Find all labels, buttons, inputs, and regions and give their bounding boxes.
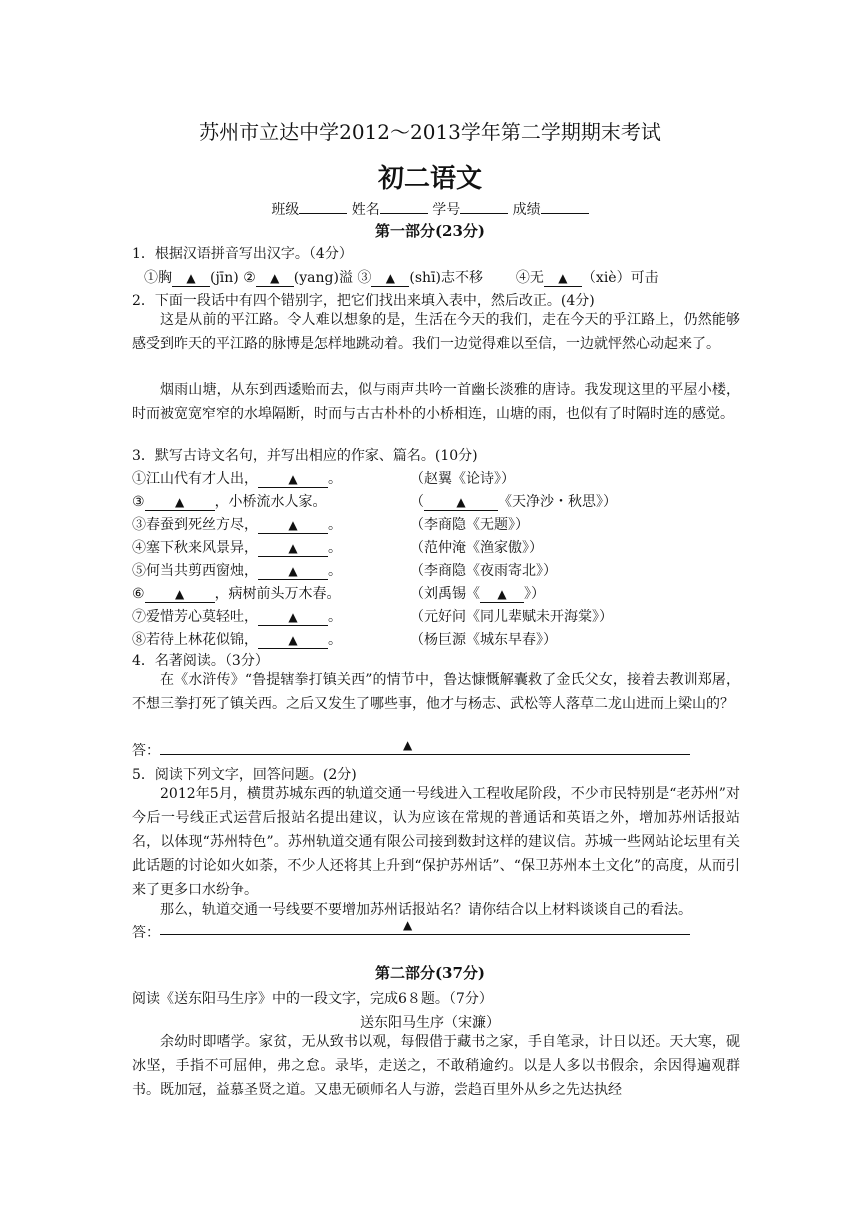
q3-source	[410, 517, 529, 533]
q3-blank[interactable]	[258, 540, 328, 557]
text-title: 送东阳马生序（宋濂）	[360, 1015, 500, 1031]
triangle-marker-icon: ▲	[403, 918, 413, 932]
q3-blank[interactable]	[258, 471, 328, 488]
triangle-marker-icon: ▲	[288, 610, 298, 624]
q3-source-post: 》）	[524, 586, 545, 602]
q3-source	[410, 586, 545, 602]
q1-item2-pre: ②	[243, 270, 256, 286]
q5-paragraph2: 那么，轨道交通一号线要不要增加苏州话报站名？请你结合以上材料谈谈自己的看法。	[160, 902, 692, 918]
q3-left-text	[132, 537, 410, 557]
q3-left-post: 。	[328, 471, 342, 487]
q3-source	[410, 563, 557, 579]
text-paragraph: 余幼时即嗜学。家贫，无从致书以观，每假借于藏书之家，手自笔录，计日以还。天大寒，砚冰坚，手指不可屈伸，弗之怠。录毕，走送之，不敢稍逾约。以是人多以书假余，余因得遍观群书。既加冠，益慕圣贤之道。又患无硕师名人与游，尝趋百里外从乡之先达执经	[132, 1034, 740, 1098]
q1-item1-post: (jīn)	[210, 270, 239, 286]
subject-title: 初二语文	[377, 164, 482, 194]
q3-source-text: （赵翼《论诗》）	[410, 471, 515, 487]
q3-blank[interactable]	[145, 494, 215, 511]
name-label: 姓名	[351, 202, 380, 218]
q1-blank1[interactable]	[172, 270, 210, 287]
q3-row	[132, 491, 617, 511]
q3-left-text	[132, 560, 410, 580]
q3-source	[410, 609, 613, 625]
q3-left-pre: ①江山代有才人出，	[132, 471, 258, 487]
q3-left-text	[132, 583, 410, 603]
triangle-marker-icon: ▲	[174, 495, 185, 509]
q3-blank[interactable]	[258, 563, 328, 580]
student-info-row	[0, 199, 860, 219]
q3-row	[132, 629, 557, 649]
class-label: 班级	[271, 202, 300, 218]
q3-blank[interactable]	[258, 609, 328, 626]
triangle-marker-icon: ▲	[288, 564, 298, 578]
student-id-label: 学号	[432, 202, 461, 218]
q3-left-text	[132, 606, 410, 626]
q3-left-pre: ③春蚕到死丝方尽，	[132, 517, 258, 533]
score-field[interactable]	[541, 199, 589, 214]
q3-source	[410, 494, 617, 510]
class-field[interactable]	[299, 199, 347, 214]
score-label: 成绩	[512, 202, 541, 218]
q3-source-text: （范仲淹《渔家傲》）	[410, 540, 543, 556]
q3-source	[410, 540, 543, 556]
q3-left-pre: ⑥	[132, 586, 145, 602]
triangle-marker-icon: ▲	[186, 271, 196, 285]
triangle-marker-icon: ▲	[558, 271, 568, 285]
q3-row	[132, 560, 557, 580]
q1-blank3[interactable]	[371, 270, 409, 287]
part2-heading: 第二部分(37分)	[374, 964, 486, 982]
q3-left-text	[132, 629, 410, 649]
q1-items	[144, 267, 659, 287]
q1-blank2[interactable]	[256, 270, 294, 287]
triangle-marker-icon: ▲	[288, 518, 298, 532]
q1-item1-pre: ①胸	[144, 270, 172, 286]
triangle-marker-icon: ▲	[288, 472, 298, 486]
q2-paragraph2: 烟雨山塘，从东到西逶贻而去，似与雨声共吟一首幽长淡雅的唐诗。我发现这里的平屋小楼，时而被宽宽窄窄的水埠隔断，时而与古古朴朴的小桥相连，山塘的雨，也似有了时隔时连的感觉。	[132, 382, 740, 422]
q3-row	[132, 606, 613, 626]
q3-row	[132, 537, 543, 557]
q3-left-text	[132, 514, 410, 534]
q3-left-text	[132, 491, 410, 511]
q3-source-text: （元好问《同儿辈赋未开海棠》）	[410, 609, 613, 625]
q4-answer-line[interactable]	[160, 740, 690, 755]
q3-source-text: （杨巨源《城东早春》）	[410, 632, 557, 648]
q1-prompt: 1．根据汉语拼音写出汉字。（4分）	[132, 246, 353, 262]
q3-row	[132, 514, 529, 534]
q3-left-pre: ⑤何当共剪西窗烛，	[132, 563, 258, 579]
q2-paragraph1: 这是从前的平江路。令人难以想象的是，生活在今天的我们，走在今天的乎江路上，仍然能够感受到昨天的平江路的脉博是怎样地跳动着。我们一边觉得难以至信，一边就怦然心动起来了。	[132, 312, 740, 352]
q3-left-post: 。	[328, 563, 342, 579]
q5-answer-line[interactable]	[160, 920, 690, 935]
q3-left-post: 。	[328, 517, 342, 533]
q5-answer-label: 答：	[132, 925, 160, 941]
q3-prompt: 3．默写古诗文名句，并写出相应的作家、篇名。(10分)	[132, 448, 478, 464]
q3-source	[410, 471, 515, 487]
q3-left-pre: ⑧若待上林花似锦，	[132, 632, 258, 648]
q3-left-post: 。	[328, 632, 342, 648]
q3-source-pre: （	[410, 494, 424, 510]
part2-intro: 阅读《送东阳马生序》中的一段文字，完成6８题。（7分）	[132, 991, 493, 1007]
q1-item3-pre: ③	[357, 270, 372, 286]
q3-blank[interactable]	[145, 586, 215, 603]
q3-left-post: ，小桥流水人家。	[214, 494, 327, 510]
student-id-field[interactable]	[460, 199, 508, 214]
q3-left-text	[132, 468, 410, 488]
q5-prompt: 5．阅读下列文字，回答问题。(2分)	[132, 767, 357, 783]
q3-left-pre: ④塞下秋来风景异，	[132, 540, 258, 556]
triangle-marker-icon: ▲	[385, 271, 396, 285]
q4-prompt: 4．名著阅读。（3分）	[132, 653, 269, 669]
q1-item4-pre: ④无	[515, 270, 544, 286]
q3-source-blank[interactable]	[480, 586, 524, 603]
q4-answer-label: 答：	[132, 743, 160, 759]
q3-source-pre: （刘禹锡《	[410, 586, 480, 602]
q3-left-pre: ⑦爱惜芳心莫轻吐，	[132, 609, 258, 625]
q3-source-text: （李商隐《无题》）	[410, 517, 529, 533]
q3-source-text: （李商隐《夜雨寄北》）	[410, 563, 557, 579]
q3-left-post: 。	[328, 609, 342, 625]
q1-item3-post: (shī)志不移	[409, 270, 484, 286]
q3-blank[interactable]	[258, 632, 328, 649]
q1-item4-post: （xiè）可击	[581, 270, 659, 286]
part1-heading: 第一部分(23分)	[374, 222, 486, 240]
q3-left-pre: ③	[132, 494, 145, 510]
triangle-marker-icon: ▲	[497, 587, 507, 601]
q3-left-post: ，病树前头万木春。	[214, 586, 341, 602]
q3-source	[410, 632, 557, 648]
q3-row	[132, 583, 545, 603]
q2-prompt: 2．下面一段话中有四个错别字，把它们找出来填入表中，然后改正。(4分)	[132, 293, 595, 309]
q5-paragraph1: 2012年5月，横贯苏城东西的轨道交通一号线进入工程收尾阶段，不少市民特别是“老苏州”对今后一号线正式运营后报站名提出建议，认为应该在常规的普通话和英语之外，增加苏州话报站名，以体现“苏州特色”。苏州轨道交通有限公司接到数封这样的建议信。苏城一些网站论坛里有关此话题的讨论如火如荼，不少人还将其上升到“保护苏州话”、“保卫苏州本土文化”的高度，从而引来了更多口水纷争。	[132, 786, 740, 898]
triangle-marker-icon: ▲	[270, 271, 280, 285]
q3-source-post: 《天净沙・秋思》）	[498, 494, 617, 510]
triangle-marker-icon: ▲	[288, 633, 298, 647]
exam-title: 苏州市立达中学2012～2013学年第二学期期末考试	[199, 120, 661, 144]
q3-blank[interactable]	[258, 517, 328, 534]
triangle-marker-icon: ▲	[403, 738, 413, 752]
q3-source-blank[interactable]	[424, 494, 498, 511]
q3-left-post: 。	[328, 540, 342, 556]
triangle-marker-icon: ▲	[288, 541, 298, 555]
q3-row	[132, 468, 515, 488]
q1-item2-post: (yang)溢	[293, 270, 353, 286]
name-field[interactable]	[380, 199, 428, 214]
q1-blank4[interactable]	[544, 270, 582, 287]
triangle-marker-icon: ▲	[456, 495, 466, 509]
triangle-marker-icon: ▲	[174, 587, 185, 601]
q4-paragraph: 在《水浒传》“鲁提辖拳打镇关西”的情节中，鲁达慷慨解囊救了金氏父女，接着去教训郑屠，不想三拳打死了镇关西。之后又发生了哪些事，他才与杨志、武松等人落草二龙山进而上梁山的？	[132, 672, 740, 712]
